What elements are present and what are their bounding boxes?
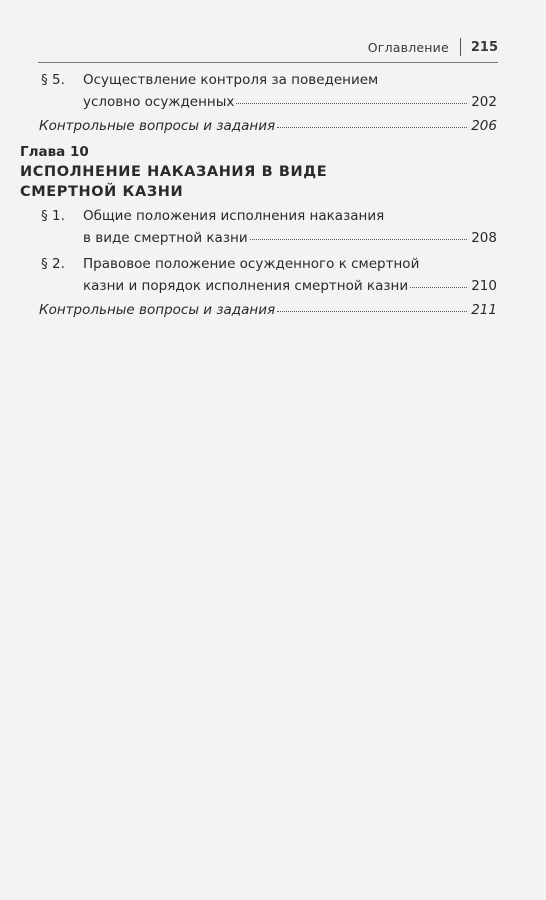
toc-entry-section-5[interactable] bbox=[39, 70, 497, 112]
section-title-line1: Общие положения исполнения наказания bbox=[83, 208, 385, 224]
page-ref: 210 bbox=[471, 278, 497, 294]
dot-leader bbox=[410, 287, 467, 288]
chapter-10-heading bbox=[20, 143, 497, 202]
dot-leader bbox=[277, 127, 467, 128]
section-number: § 1. bbox=[41, 208, 65, 224]
chapter-title-line1: ИСПОЛНЕНИЕ НАКАЗАНИЯ В ВИДЕ bbox=[20, 164, 328, 180]
page-ref: 202 bbox=[471, 94, 497, 110]
running-header bbox=[368, 38, 498, 56]
chapter-title-line2: СМЕРТНОЙ КАЗНИ bbox=[20, 184, 184, 200]
section-title-line2: в виде смертной казни bbox=[83, 230, 248, 246]
running-header-title: Оглавление bbox=[367, 39, 449, 55]
section-title-line1: Правовое положение осужденного к смертной bbox=[83, 256, 420, 272]
section-number: § 5. bbox=[41, 72, 65, 88]
page-ref: 211 bbox=[471, 302, 497, 318]
section-number: § 2. bbox=[41, 256, 65, 272]
dot-leader bbox=[250, 239, 468, 240]
page-ref: 208 bbox=[471, 230, 497, 246]
page-number: 215 bbox=[470, 39, 498, 55]
toc-entry-section-1[interactable] bbox=[39, 206, 497, 248]
toc-block-chapter-10 bbox=[39, 206, 497, 320]
running-header-separator bbox=[460, 38, 461, 56]
section-title-line2: казни и порядок исполнения смертной казни bbox=[83, 278, 409, 294]
dot-leader bbox=[277, 311, 467, 312]
toc-entry-questions-chapter-10[interactable] bbox=[39, 300, 497, 320]
questions-label: Контрольные вопросы и задания bbox=[39, 302, 276, 318]
toc-entry-questions-top[interactable] bbox=[39, 116, 497, 136]
questions-label: Контрольные вопросы и задания bbox=[39, 118, 276, 134]
toc-block-top bbox=[39, 70, 497, 136]
toc-entry-section-2[interactable] bbox=[39, 254, 497, 296]
chapter-label: Глава 10 bbox=[20, 144, 89, 160]
header-rule bbox=[38, 62, 498, 63]
section-title-line1: Осуществление контроля за поведением bbox=[83, 72, 379, 88]
section-title-line2: условно осужденных bbox=[83, 94, 235, 110]
dot-leader bbox=[236, 103, 467, 104]
page-ref: 206 bbox=[471, 118, 497, 134]
